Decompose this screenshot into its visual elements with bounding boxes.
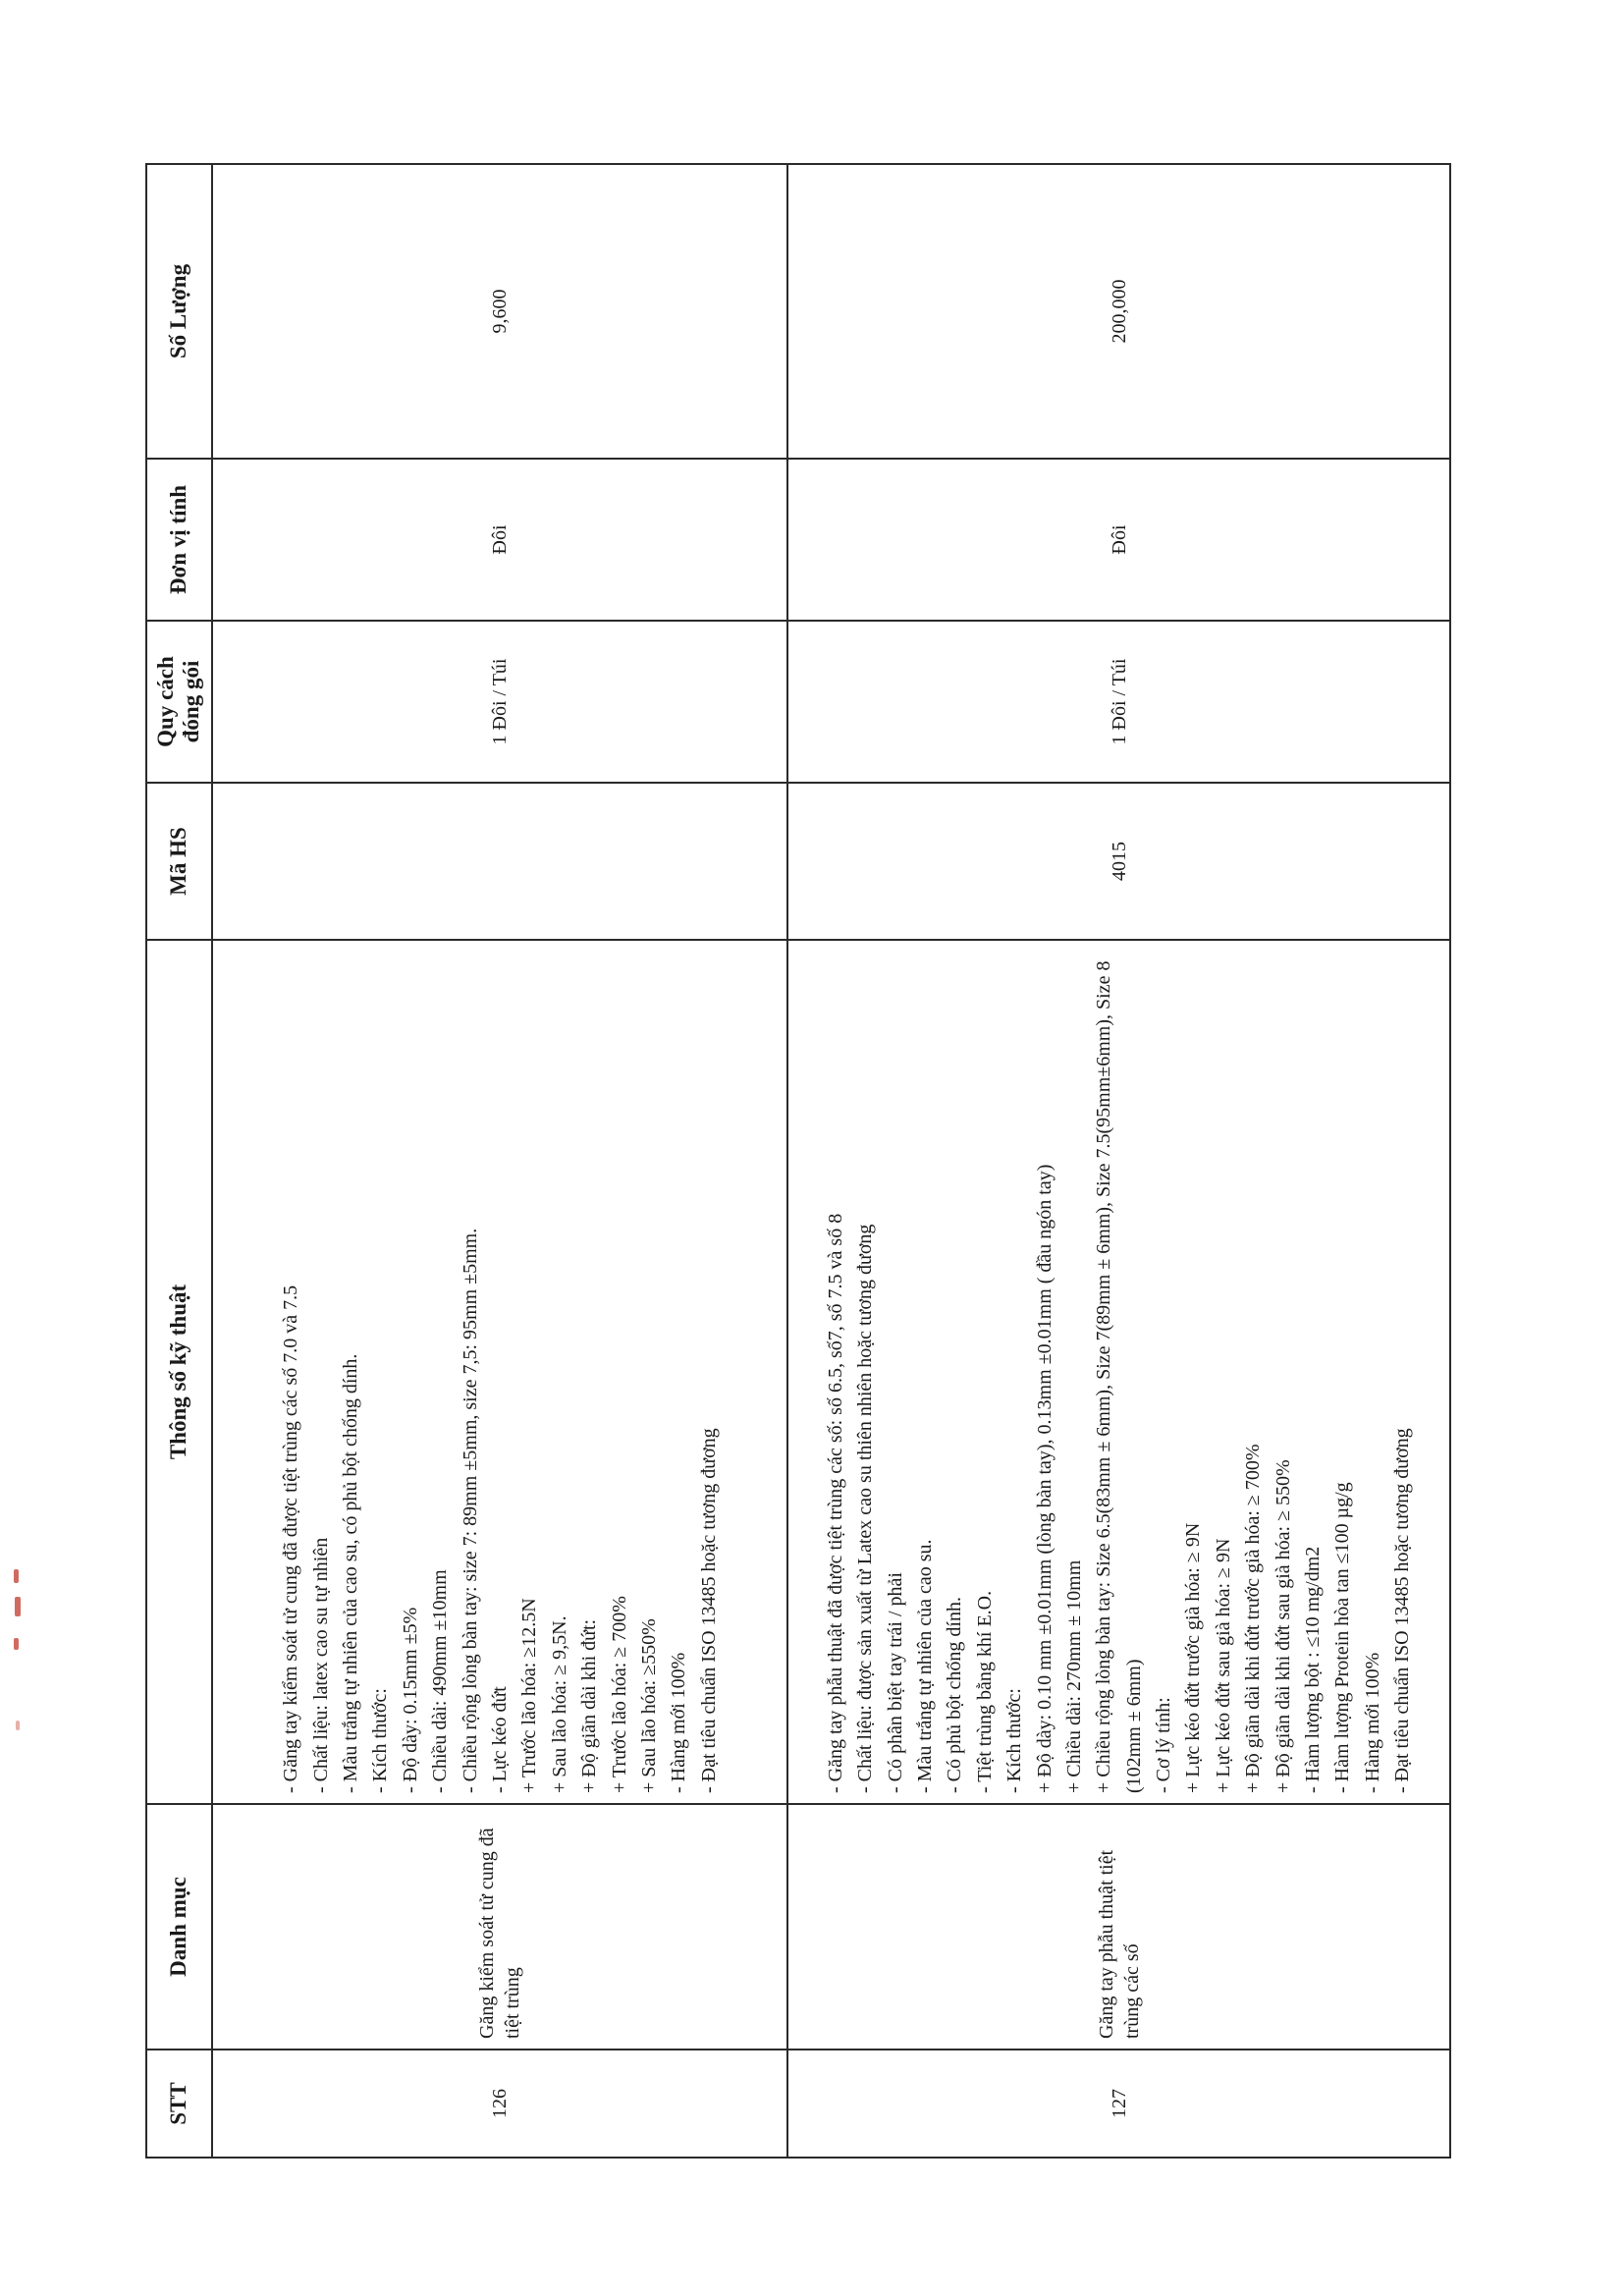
spec-line: + Lực kéo đứt trước già hóa: ≥ 9N [1182, 1522, 1205, 1793]
cell-quantity: 200,000 [787, 164, 1450, 459]
cell-packing: 1 Đôi / Túi [787, 621, 1450, 783]
spec-line: + Độ giãn dài khi đứt trước già hóa: ≥ 700% [1242, 1444, 1265, 1793]
spec-line: - Kích thước: [1003, 1688, 1026, 1793]
spec-line: + Độ dày: 0.10 mm ±0.01mm (lòng bàn tay), 0.13mm ±0.01mm ( đầu ngón tay) [1033, 1164, 1056, 1793]
spec-line: - Có phủ bột chống dính. [944, 1597, 966, 1793]
spec-line: - Tiệt trùng bằng khí E.O. [973, 1590, 996, 1793]
rotated-table-wrapper [145, 165, 1451, 2159]
header-category: Danh mục [146, 1804, 212, 2050]
spec-line: - Có phân biệt tay trái / phải [884, 1572, 906, 1793]
spec-line: - Màu trắng tự nhiên của cao su, có phủ bột chống dính. [339, 1353, 361, 1793]
header-unit: Đơn vị tính [146, 459, 212, 621]
cell-hs-code: 4015 [787, 783, 1450, 940]
spec-line: + Trước lão hóa: ≥12.5N [518, 1598, 541, 1793]
cell-quantity: 9,600 [212, 164, 788, 459]
spec-line: - Màu trắng tự nhiên của cao su. [913, 1539, 936, 1793]
table-header-row [146, 164, 212, 2158]
spec-line: + Lực kéo đứt sau già hóa: ≥ 9N [1212, 1538, 1234, 1793]
spec-line: - Đạt tiêu chuẩn ISO 13485 hoặc tương đương [697, 1428, 720, 1793]
cell-stt: 126 [212, 2050, 788, 2158]
spec-line: - Kích thước: [369, 1688, 392, 1793]
spec-line: - Lực kéo đứt [488, 1686, 511, 1793]
spec-line: - Găng tay phẫu thuật đã được tiệt trùng các số: số 6.5, số7, số 7.5 và số 8 [824, 1213, 846, 1793]
spec-line: + Sau lão hóa: ≥550% [637, 1618, 660, 1793]
spec-line: - Chiều rộng lòng bàn tay: size 7: 89mm ±5mm, size 7,5: 95mm ±5mm. [459, 1228, 481, 1793]
spec-line: - Hàm lượng bột : ≤10 mg/dm2 [1302, 1546, 1325, 1793]
spec-line: - Độ dày: 0.15mm ±5% [399, 1607, 421, 1793]
spec-line: + Độ giãn dài khi đứt sau già hóa: ≥ 550% [1272, 1459, 1294, 1793]
spec-line: - Đạt tiêu chuẩn ISO 13485 hoặc tương đương [1391, 1428, 1414, 1793]
header-spec: Thông số kỹ thuật [146, 940, 212, 1804]
spec-line: - Hàng mới 100% [668, 1652, 690, 1793]
cell-packing: 1 Đôi / Túi [212, 621, 788, 783]
cell-unit: Đôi [787, 459, 1450, 621]
cell-stt: 127 [787, 2050, 1450, 2158]
spec-table [145, 163, 1451, 2159]
spec-line: - Găng tay kiểm soát tử cung đã được tiệt trùng các số 7.0 và 7.5 [280, 1285, 302, 1793]
header-quantity: Số Lượng [146, 164, 212, 459]
spec-line: + Độ giãn dài khi đứt: [578, 1618, 601, 1793]
spec-line: - Hàm lượng Protein hòa tan ≤100 µg/g [1331, 1482, 1354, 1793]
spec-line: + Sau lão hóa: ≥ 9,5N. [548, 1615, 570, 1793]
spec-line: - Cơ lý tính: [1153, 1697, 1175, 1793]
cell-hs-code [212, 783, 788, 940]
spec-line: + Chiều dài: 270mm ± 10mm [1062, 1559, 1085, 1793]
header-stt: STT [146, 2050, 212, 2158]
spec-line: - Chiều dài: 490mm ±10mm [429, 1569, 452, 1793]
spec-line: + Chiều rộng lòng bàn tay: Size 6.5(83mm ± 6mm), Size 7(89mm ± 6mm), Size 7.5(95mm±6mm), Size 8 (102mm ± 6mm) [1093, 960, 1145, 1793]
cell-category: Găng tay phẫu thuật tiệt trùng các số [787, 1804, 1450, 2050]
cell-unit: Đôi [212, 459, 788, 621]
spec-line: - Chất liệu: latex cao su tự nhiên [309, 1537, 332, 1793]
header-hs-code: Mã HS [146, 783, 212, 940]
table-row [212, 164, 788, 2158]
cell-category: Găng kiểm soát tử cung đã tiệt trùng [212, 1804, 788, 2050]
table-row [787, 164, 1450, 2158]
spec-line: + Trước lão hóa: ≥ 700% [608, 1596, 630, 1793]
cell-spec [212, 940, 788, 1804]
cell-spec [787, 940, 1450, 1804]
spec-line: - Hàng mới 100% [1361, 1652, 1383, 1793]
spec-line: - Chất liệu: được sản xuất từ Latex cao su thiên nhiên hoặc tương đương [854, 1224, 877, 1793]
header-packing: Quy cách đóng gói [146, 621, 212, 783]
